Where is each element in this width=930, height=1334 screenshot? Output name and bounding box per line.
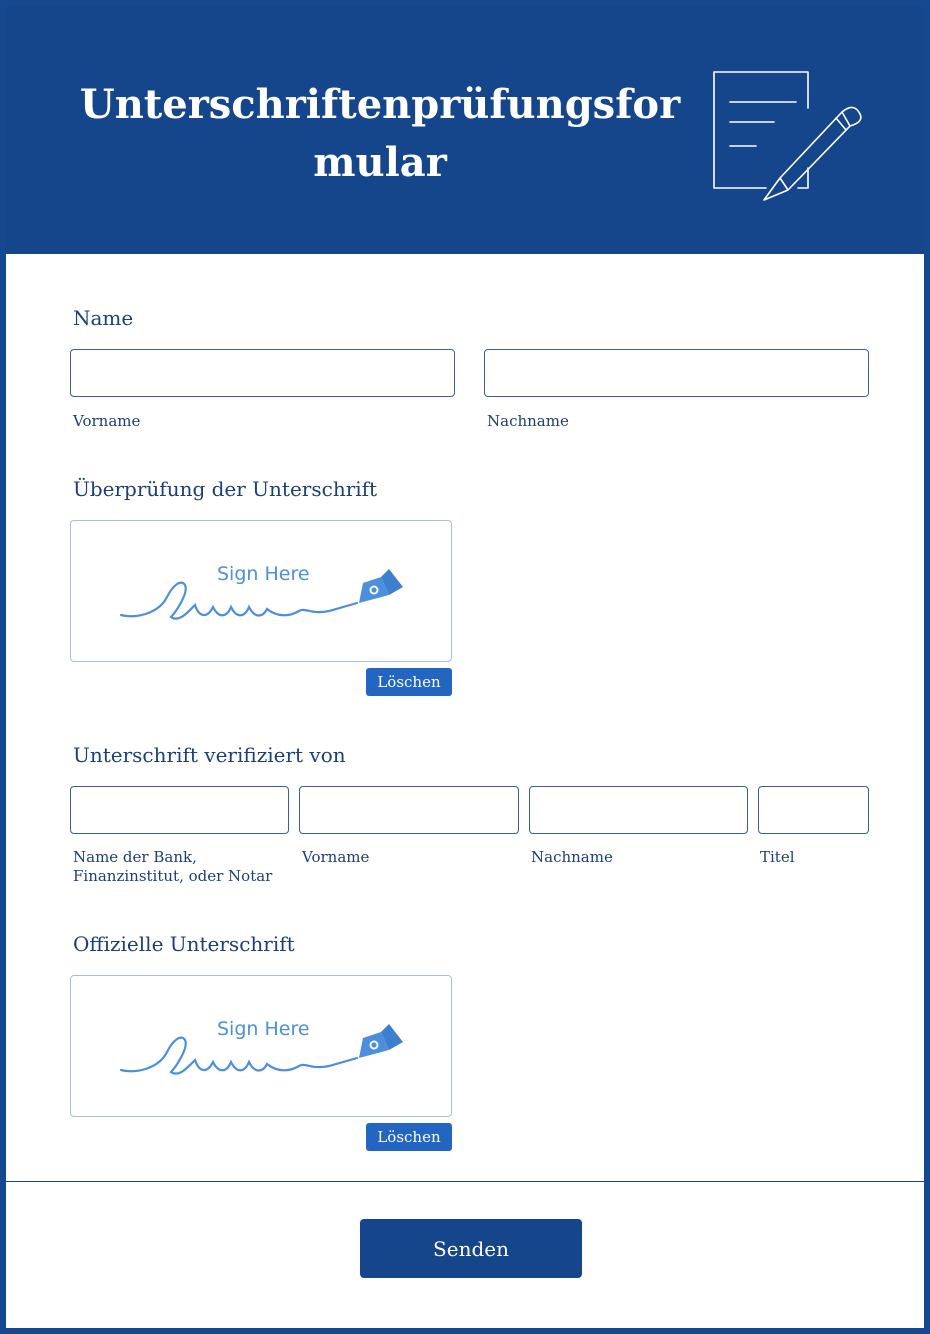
official-signature-pad[interactable] [70,975,452,1117]
verifier-title-input[interactable] [758,786,869,834]
official-signature-label: Offizielle Unterschrift [73,932,295,956]
signature-pad[interactable] [70,520,452,662]
clear-official-signature-button[interactable]: Löschen [366,1123,452,1151]
signature-check-label: Überprüfung der Unterschrift [73,477,378,501]
verifier-last-name-input[interactable] [529,786,748,834]
signature-pen-icon [119,559,409,623]
bank-name-sublabel: Name der Bank, Finanzinstitut, oder Notar [73,848,273,885]
bank-name-input[interactable] [70,786,289,834]
verifier-title-sublabel: Titel [760,848,795,866]
form-title: Unterschriftenprüfungsformular [79,81,681,186]
sign-here-text: Sign Here [217,1018,310,1040]
form-card [6,6,924,1328]
verifier-first-name-input[interactable] [299,786,519,834]
clear-signature-button[interactable]: Löschen [366,668,452,696]
first-name-sublabel: Vorname [73,412,141,430]
verifier-first-name-sublabel: Vorname [302,848,370,866]
verified-by-label: Unterschrift verifiziert von [73,743,346,767]
signature-pen-icon [119,1014,409,1078]
sign-here-text: Sign Here [217,563,310,585]
first-name-input[interactable] [70,349,455,397]
last-name-sublabel: Nachname [487,412,569,430]
last-name-input[interactable] [484,349,869,397]
name-label: Name [73,306,134,330]
form-header [6,6,924,254]
verifier-last-name-sublabel: Nachname [531,848,613,866]
submit-button[interactable]: Senden [360,1219,582,1278]
document-signature-icon [712,70,864,208]
footer-divider [6,1181,924,1182]
